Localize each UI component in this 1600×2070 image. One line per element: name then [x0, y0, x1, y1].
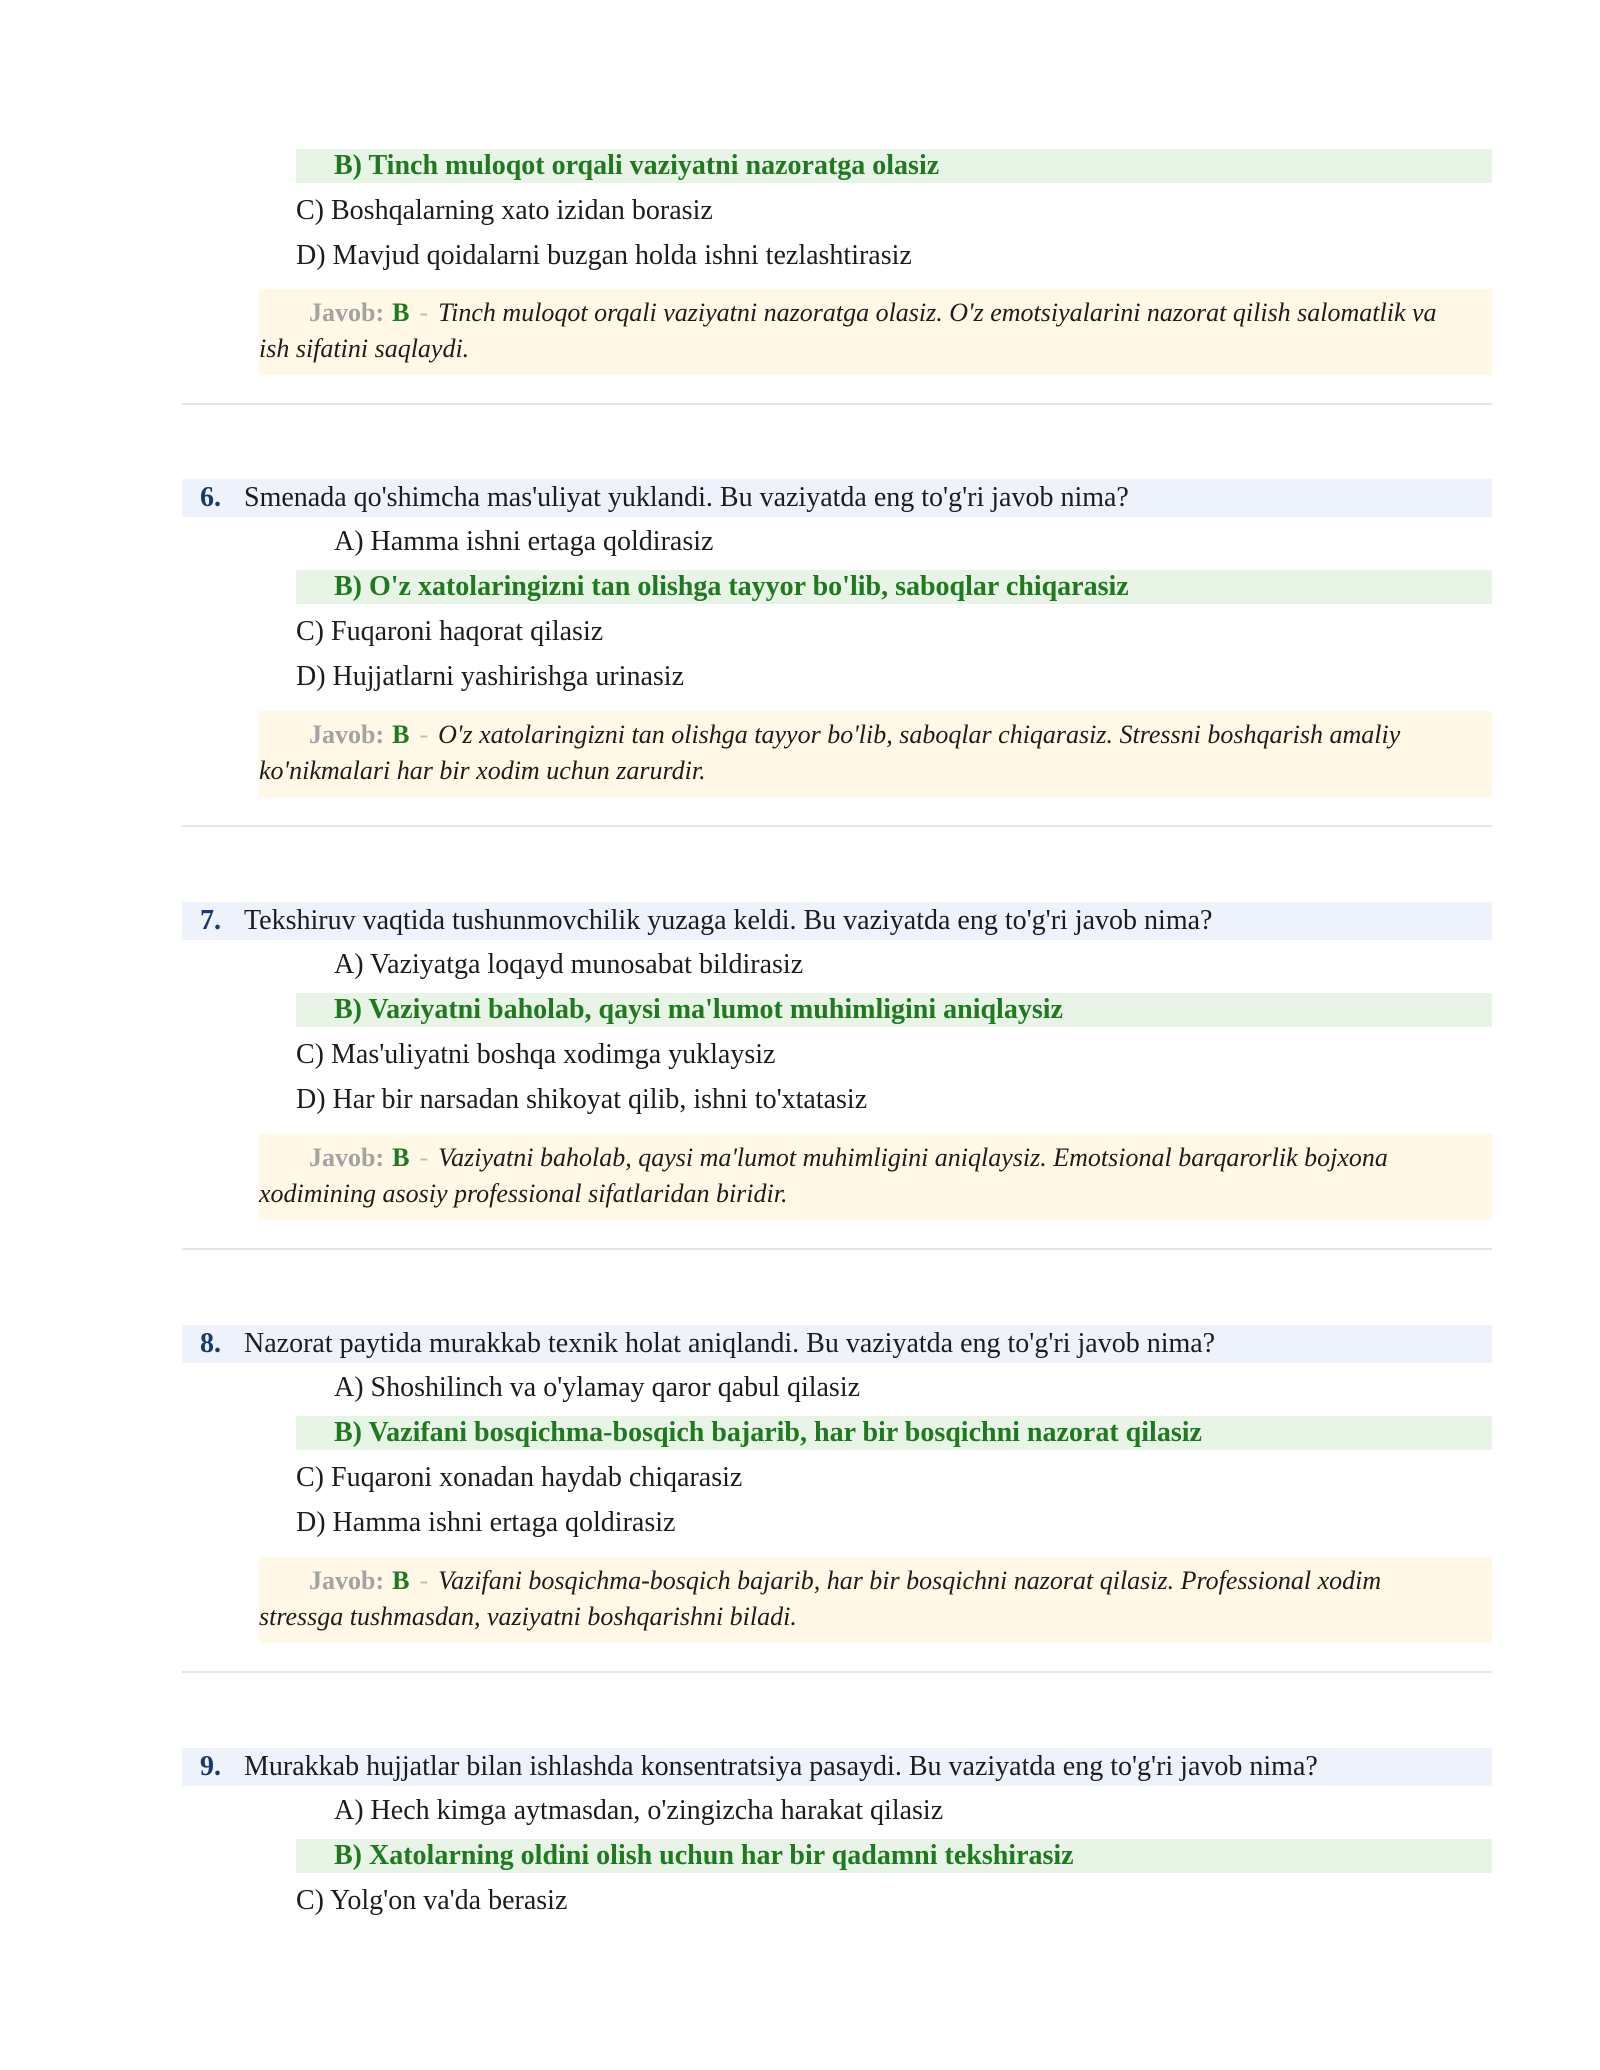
question-8 [182, 1325, 1492, 1363]
answer-label: Javob: [309, 1143, 385, 1172]
q8-option-b-correct: B) Vazifani bosqichma-bosqich bajarib, har bir bosqichni nazorat qilasiz [296, 1416, 1492, 1450]
answer-letter: B [392, 1566, 410, 1595]
q7-answer-box [259, 1134, 1492, 1220]
divider [182, 403, 1492, 405]
answer-dash: - [419, 1566, 429, 1595]
q9-option-c: C) Yolg'on va'da berasiz [296, 1885, 568, 1916]
q9-option-b-correct: B) Xatolarning oldini olish uchun har bir qadamni tekshirasiz [296, 1839, 1492, 1873]
question-9 [182, 1748, 1492, 1786]
q6-option-c: C) Fuqaroni haqorat qilasiz [296, 616, 604, 647]
divider [182, 1671, 1492, 1673]
answer-dash: - [419, 298, 429, 327]
answer-letter: B [392, 298, 410, 327]
answer-dash: - [419, 720, 429, 749]
q7-option-a: A) Vaziyatga loqayd munosabat bildirasiz [334, 949, 804, 980]
answer-explanation: Tinch muloqot orqali vaziyatni nazoratga olasiz. O'z emotsiyalarini nazorat qilish salomatlik va ish sifatini saqlaydi. [259, 298, 1437, 363]
question-text: Smenada qo'shimcha mas'uliyat yuklandi. Bu vaziyatda eng to'g'ri javob nima? [244, 482, 1129, 513]
question-number: 6. [200, 482, 221, 513]
q5-option-b-correct: B) Tinch muloqot orqali vaziyatni nazoratga olasiz [296, 149, 1492, 183]
question-text: Murakkab hujjatlar bilan ishlashda konsentratsiya pasaydi. Bu vaziyatda eng to'g'ri javob nima? [244, 1751, 1318, 1782]
q6-option-a: A) Hamma ishni ertaga qoldirasiz [334, 526, 714, 557]
answer-dash: - [419, 1143, 429, 1172]
q7-option-b-correct: B) Vaziyatni baholab, qaysi ma'lumot muhimligini aniqlaysiz [296, 993, 1492, 1027]
q6-option-b-correct: B) O'z xatolaringizni tan olishga tayyor bo'lib, saboqlar chiqarasiz [296, 570, 1492, 604]
answer-explanation: Vaziyatni baholab, qaysi ma'lumot muhimligini aniqlaysiz. Emotsional barqarorlik bojxona xodimining asosiy professional sifatlaridan biridir. [259, 1143, 1388, 1208]
question-7 [182, 902, 1492, 940]
q8-option-c: C) Fuqaroni xonadan haydab chiqarasiz [296, 1462, 743, 1493]
answer-label: Javob: [309, 1566, 385, 1595]
answer-label: Javob: [309, 720, 385, 749]
answer-explanation: Vazifani bosqichma-bosqich bajarib, har bir bosqichni nazorat qilasiz. Professional xodim stressga tushmasdan, vaziyatni boshqarishni biladi. [259, 1566, 1382, 1631]
answer-explanation: O'z xatolaringizni tan olishga tayyor bo'lib, saboqlar chiqarasiz. Stressni boshqarish amaliy ko'nikmalari har bir xodim uchun zarurdir. [259, 720, 1401, 785]
q8-answer-box [259, 1557, 1492, 1643]
answer-label: Javob: [309, 298, 385, 327]
q6-answer-box [259, 711, 1492, 797]
divider [182, 1248, 1492, 1250]
q5-option-d: D) Mavjud qoidalarni buzgan holda ishni tezlashtirasiz [296, 240, 912, 271]
question-text: Tekshiruv vaqtida tushunmovchilik yuzaga keldi. Bu vaziyatda eng to'g'ri javob nima? [244, 905, 1213, 936]
answer-letter: B [392, 720, 410, 749]
q5-answer-box [259, 289, 1492, 375]
question-number: 9. [200, 1751, 221, 1782]
q7-option-c: C) Mas'uliyatni boshqa xodimga yuklaysiz [296, 1039, 776, 1070]
question-number: 7. [200, 905, 221, 936]
question-number: 8. [200, 1328, 221, 1359]
q8-option-a: A) Shoshilinch va o'ylamay qaror qabul qilasiz [334, 1372, 861, 1403]
q6-option-d: D) Hujjatlarni yashirishga urinasiz [296, 661, 685, 692]
q7-option-d: D) Har bir narsadan shikoyat qilib, ishni to'xtatasiz [296, 1084, 868, 1115]
q5-option-c: C) Boshqalarning xato izidan borasiz [296, 195, 713, 226]
question-6 [182, 479, 1492, 517]
q9-option-a: A) Hech kimga aytmasdan, o'zingizcha harakat qilasiz [334, 1795, 944, 1826]
answer-letter: B [392, 1143, 410, 1172]
q8-option-d: D) Hamma ishni ertaga qoldirasiz [296, 1507, 676, 1538]
divider [182, 825, 1492, 827]
question-text: Nazorat paytida murakkab texnik holat aniqlandi. Bu vaziyatda eng to'g'ri javob nima? [244, 1328, 1216, 1359]
